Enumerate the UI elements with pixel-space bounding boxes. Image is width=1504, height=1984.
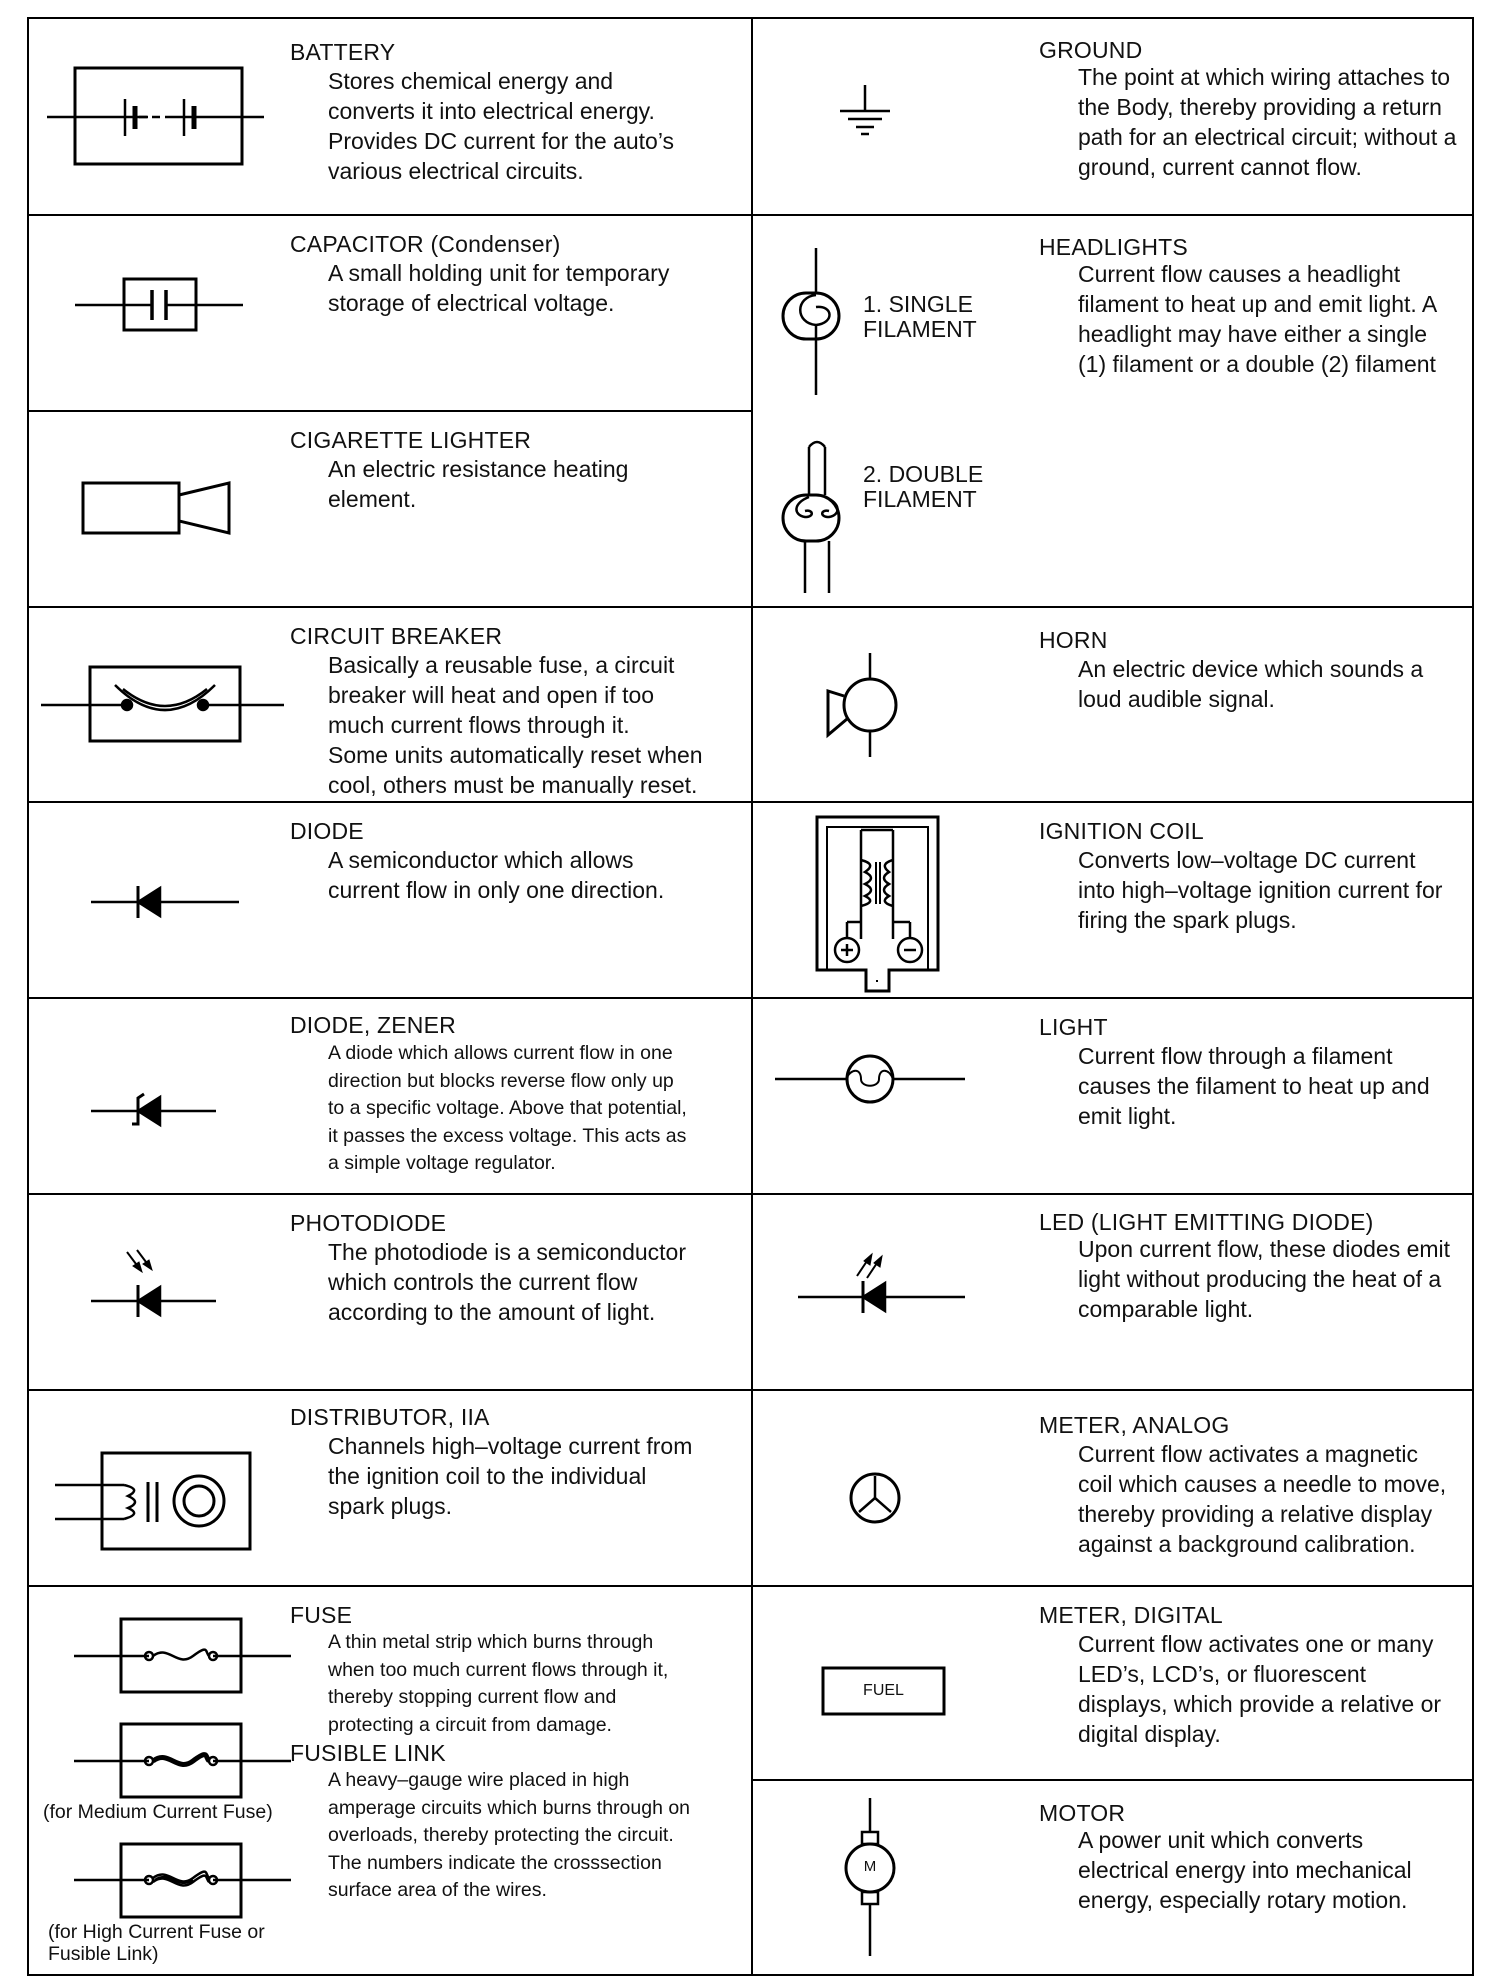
circuit-breaker-symbol-icon bbox=[29, 607, 289, 802]
fusible-link-description: A heavy–gauge wire placed in high amperage circuits which burns through on overloads, thereby protecting the circuit. The numbers indicate the crosssection surface area of the wires. bbox=[328, 1769, 691, 1901]
entry-description: A power unit which converts electrical energy into mechanical energy, especially rotary motion. bbox=[1078, 1827, 1412, 1913]
analog-meter-symbol-icon bbox=[753, 1390, 1003, 1585]
entry-description: Converts low–voltage DC current into high–voltage ignition current for firing the spark plugs. bbox=[1078, 847, 1443, 933]
entry-description: An electric resistance heating element. bbox=[328, 456, 629, 512]
symbol-table bbox=[27, 17, 1474, 1976]
entry-title: HORN bbox=[1039, 627, 1108, 653]
battery-symbol-icon bbox=[29, 19, 289, 214]
entry-title: CIRCUIT BREAKER bbox=[290, 623, 503, 649]
zener-diode-symbol-icon bbox=[29, 998, 289, 1193]
fuel-display-text: FUEL bbox=[863, 1682, 904, 1699]
entry-light bbox=[753, 998, 1474, 1193]
motor-symbol-icon bbox=[753, 1780, 1003, 1976]
entry-diode-zener bbox=[29, 998, 751, 1193]
entry-title: HEADLIGHTS bbox=[1039, 234, 1188, 260]
entry-title: LIGHT bbox=[1039, 1014, 1108, 1040]
entry-title: IGNITION COIL bbox=[1039, 818, 1204, 844]
entry-title: METER, DIGITAL bbox=[1039, 1602, 1223, 1628]
entry-ground bbox=[753, 19, 1474, 214]
ground-symbol-icon bbox=[753, 19, 1003, 214]
entry-title: GROUND bbox=[1039, 37, 1143, 63]
entry-description: Current flow activates a magnetic coil which causes a needle to move, thereby providing a relative display against a background calibration. bbox=[1078, 1441, 1447, 1557]
entry-description: A thin metal strip which burns through when too much current flows through it, thereby stopping current flow and protecting a circuit from damage. bbox=[328, 1631, 669, 1736]
entry-description: Stores chemical energy and converts it into electrical energy. Provides DC current for the auto’s various electrical circuits. bbox=[328, 68, 675, 184]
entry-title: DIODE bbox=[290, 818, 364, 844]
entry-description: A small holding unit for temporary storage of electrical voltage. bbox=[328, 260, 670, 316]
entry-title: CAPACITOR (Condenser) bbox=[290, 231, 561, 257]
entry-fuse bbox=[29, 1586, 751, 1976]
fusible-link-title: FUSIBLE LINK bbox=[290, 1740, 446, 1766]
fuse-high-caption: (for High Current Fuse or Fusible Link) bbox=[48, 1921, 265, 1965]
diode-symbol-icon bbox=[29, 802, 289, 997]
entry-description: Basically a reusable fuse, a circuit breaker will heat and open if too much current flows through it. Some units automatically reset when cool, others must be manually reset. bbox=[328, 652, 703, 798]
entry-title: FUSE bbox=[290, 1602, 353, 1628]
entry-battery bbox=[29, 19, 751, 214]
entry-description: Current flow activates one or many LED’s, LCD’s, or fluorescent displays, which provide a relative or digital display. bbox=[1078, 1631, 1442, 1747]
entry-description: Current flow through a filament causes the filament to heat up and emit light. bbox=[1078, 1043, 1430, 1129]
photodiode-symbol-icon bbox=[29, 1194, 289, 1389]
entry-distributor bbox=[29, 1390, 751, 1585]
entry-circuit-breaker bbox=[29, 607, 751, 802]
entry-description: Channels high–voltage current from the ignition coil to the individual spark plugs. bbox=[328, 1433, 693, 1519]
ignition-coil-symbol-icon bbox=[753, 802, 1003, 997]
capacitor-symbol-icon bbox=[29, 215, 289, 410]
entry-description: A semiconductor which allows current flow in only one direction. bbox=[328, 847, 665, 903]
entry-title: METER, ANALOG bbox=[1039, 1412, 1230, 1438]
entry-description: The point at which wiring attaches to the Body, thereby providing a return path for an electrical circuit; without a ground, current cannot flow. bbox=[1078, 64, 1457, 180]
fuse-symbol-icon bbox=[29, 1586, 329, 1976]
entry-description: The photodiode is a semiconductor which controls the current flow according to the amount of light. bbox=[328, 1239, 686, 1325]
light-bulb-symbol-icon bbox=[753, 998, 1003, 1193]
entry-title: LED (LIGHT EMITTING DIODE) bbox=[1039, 1209, 1374, 1235]
entry-cigarette-lighter bbox=[29, 411, 751, 606]
double-filament-label: 2. DOUBLE FILAMENT bbox=[863, 461, 984, 512]
motor-symbol-label: M bbox=[863, 1858, 877, 1875]
headlight-symbol-icon bbox=[753, 215, 1003, 606]
single-filament-label: 1. SINGLE FILAMENT bbox=[863, 291, 977, 342]
entry-motor bbox=[753, 1780, 1474, 1976]
entry-photodiode bbox=[29, 1194, 751, 1389]
entry-ignition-coil bbox=[753, 802, 1474, 997]
entry-title: DISTRIBUTOR, IIA bbox=[290, 1404, 490, 1430]
entry-horn bbox=[753, 607, 1474, 802]
entry-title: DIODE, ZENER bbox=[290, 1012, 456, 1038]
entry-description: An electric device which sounds a loud audible signal. bbox=[1078, 656, 1424, 712]
entry-diode bbox=[29, 802, 751, 997]
fuse-medium-caption: (for Medium Current Fuse) bbox=[43, 1801, 273, 1823]
entry-title: BATTERY bbox=[290, 39, 396, 65]
entry-description: Current flow causes a headlight filament to heat up and emit light. A headlight may have either a single (1) filament or a double (2) filament bbox=[1078, 261, 1438, 377]
entry-description: Upon current flow, these diodes emit light without producing the heat of a comparable light. bbox=[1078, 1236, 1451, 1322]
entry-title: PHOTODIODE bbox=[290, 1210, 447, 1236]
entry-title: CIGARETTE LIGHTER bbox=[290, 427, 532, 453]
entry-description: A diode which allows current flow in one direction but blocks reverse flow only up to a specific voltage. Above that potential, it passes the excess voltage. This acts as a simple voltage regulator. bbox=[328, 1042, 687, 1174]
entry-title: MOTOR bbox=[1039, 1800, 1126, 1826]
entry-meter-digital bbox=[753, 1586, 1474, 1779]
cigarette-lighter-symbol-icon bbox=[29, 411, 289, 606]
horn-symbol-icon bbox=[753, 607, 1003, 802]
entry-capacitor bbox=[29, 215, 751, 410]
entry-headlights bbox=[753, 215, 1474, 606]
entry-meter-analog bbox=[753, 1390, 1474, 1585]
led-symbol-icon bbox=[753, 1194, 1003, 1389]
distributor-symbol-icon bbox=[29, 1390, 289, 1585]
entry-led bbox=[753, 1194, 1474, 1389]
